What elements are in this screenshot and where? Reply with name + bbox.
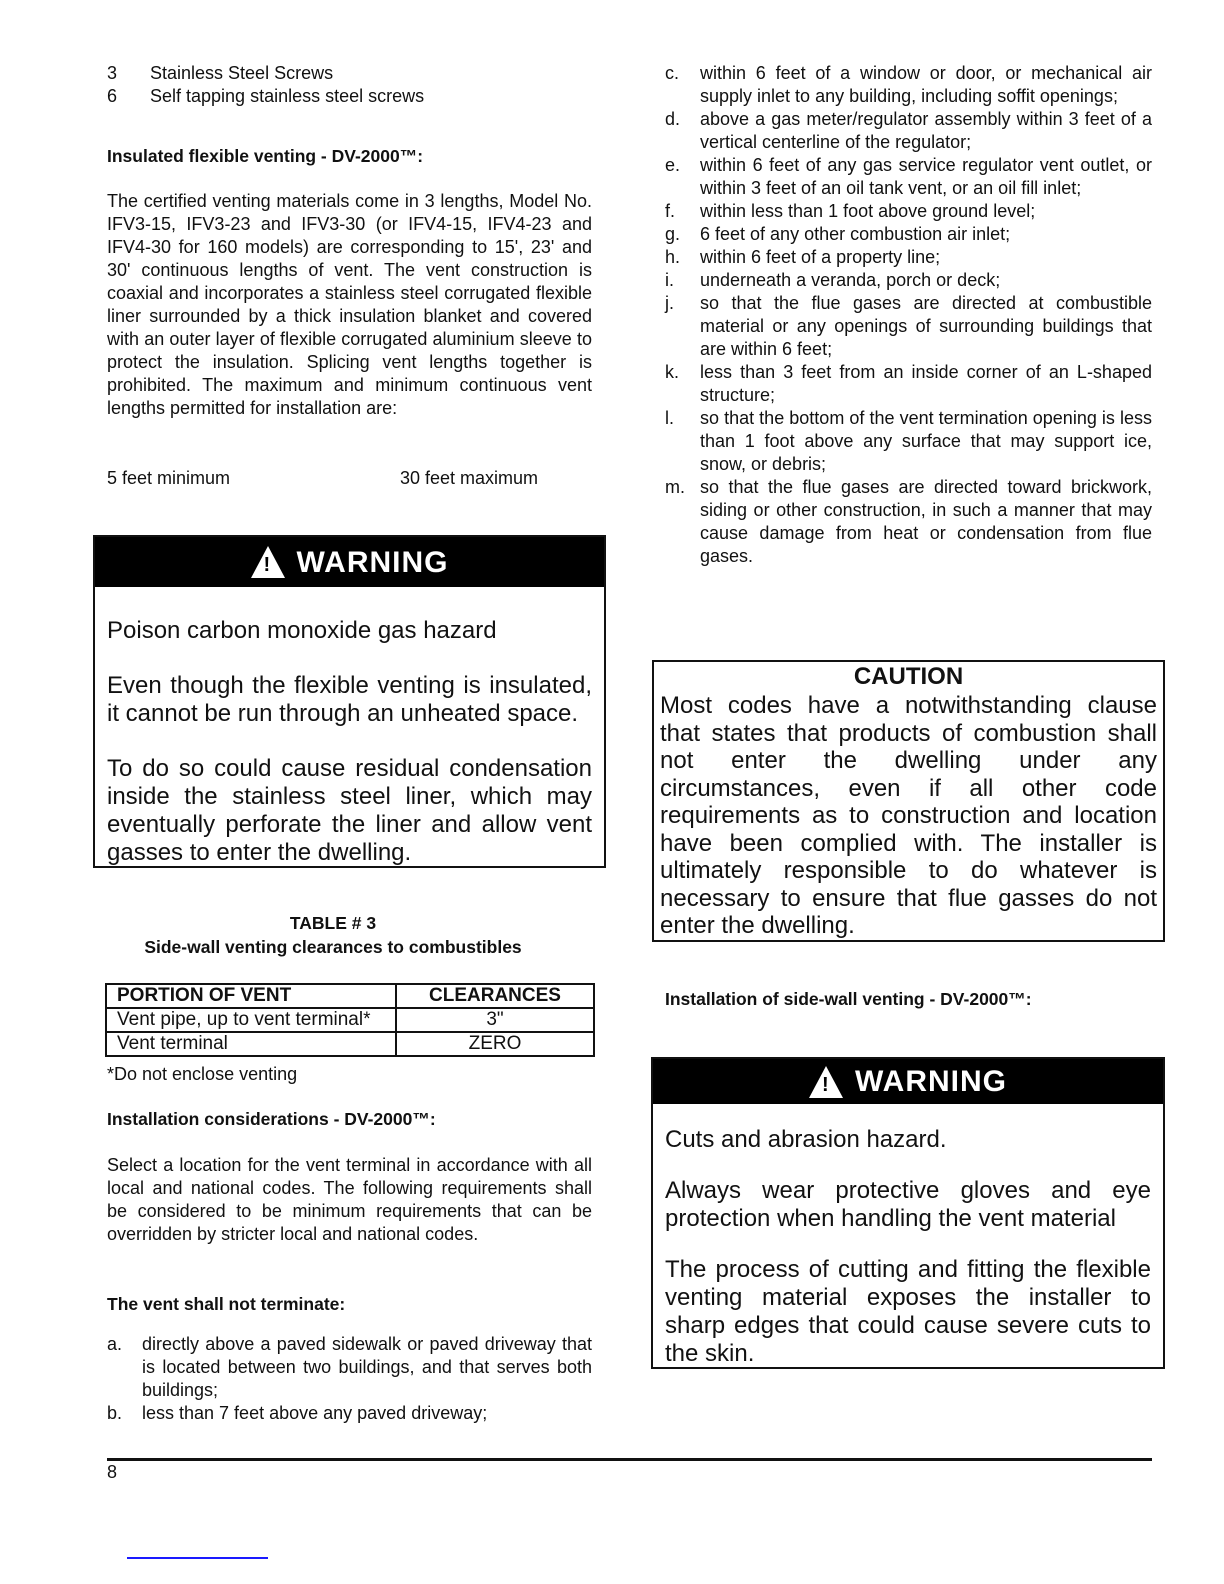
table-title: TABLE # 3 xyxy=(289,913,377,933)
blue-rule xyxy=(127,1557,268,1559)
terminate-subheading: The vent shall not terminate: xyxy=(107,1294,346,1314)
list-item: m. so that the flue gases are directed toward brickwork, siding or other construction, in such a manner that may cause damage from heat or condensation from flue gases. xyxy=(665,477,1152,566)
parts-list xyxy=(107,62,592,108)
list-item: i. underneath a veranda, porch or deck; xyxy=(665,270,1001,290)
table-header-row: PORTION OF VENT CLEARANCES xyxy=(106,984,594,1008)
clearances-table xyxy=(105,983,595,1057)
considerations-paragraph: Select a location for the vent terminal in accordance with all local and national codes. The following requirements shall be considered to be minimum requirements that can be overridden by stricter local and national codes. xyxy=(107,1155,592,1244)
list-item: a. directly above a paved sidewalk or paved driveway that is located between two buildings, and that serves both buildings; xyxy=(107,1334,592,1400)
footer-rule xyxy=(107,1458,1152,1461)
warning-triangle-icon: ! xyxy=(809,1066,843,1098)
list-item: f. within less than 1 foot above ground level; xyxy=(665,201,1036,221)
sidewall-heading: Installation of side-wall venting - DV-2000™: xyxy=(665,989,1032,1009)
warning-header: ! WARNING xyxy=(653,1059,1163,1104)
considerations-heading: Installation considerations - DV-2000™: xyxy=(107,1109,436,1129)
caution-box xyxy=(652,660,1165,942)
page-number: 8 xyxy=(107,1462,118,1482)
parts-item: 6 Self tapping stainless steel screws xyxy=(107,86,425,106)
list-item: c. within 6 feet of a window or door, or mechanical air supply inlet to any building, including soffit openings; xyxy=(665,63,1152,106)
warning-triangle-icon: ! xyxy=(251,546,285,578)
table-row: Vent pipe, up to vent terminal* 3" xyxy=(106,1008,594,1032)
list-item: k. less than 3 feet from an inside corner of an L-shaped structure; xyxy=(665,362,1152,405)
max-length: 30 feet maximum xyxy=(400,468,539,488)
list-item: e. within 6 feet of any gas service regulator vent outlet, or within 3 feet of an oil tank vent, or an oil fill inlet; xyxy=(665,155,1152,198)
min-length: 5 feet minimum xyxy=(107,468,231,488)
warning-box-co xyxy=(93,535,606,868)
list-item: d. above a gas meter/regulator assembly within 3 feet of a vertical centerline of the regulator; xyxy=(665,109,1152,152)
list-item: l. so that the bottom of the vent termination opening is less than 1 foot above any surface that may support ice, snow, or debris; xyxy=(665,408,1152,474)
parts-item: 3 Stainless Steel Screws xyxy=(107,63,334,83)
table-row: Vent terminal ZERO xyxy=(106,1032,594,1056)
warning-body: Cuts and abrasion hazard. Always wear protective gloves and eye protection when handling the vent material The process of cutting and fitting the flexible venting material exposes the installer to sharp edges that could cause severe cuts to the skin. xyxy=(665,1126,1151,1367)
caution-text: Most codes have a notwithstanding clause that states that products of combustion shall not enter the dwelling under any circumstances, even if all other code requirements as to construction and location have been complied with. The installer is ultimately responsible to do whatever is necessary to ensure that flue gasses do not enter the dwelling. xyxy=(660,692,1157,939)
warning-box-cuts xyxy=(651,1057,1165,1369)
warning-body: Poison carbon monoxide gas hazard Even though the flexible venting is insulated, it cannot be run through an unheated space. To do so could cause residual condensation inside the stainless steel liner, which may eventually perforate the liner and allow vent gasses to enter the dwelling. xyxy=(107,617,592,866)
warning-header: ! WARNING xyxy=(95,537,604,587)
terminate-list-left xyxy=(107,1333,592,1425)
list-item: g. 6 feet of any other combustion air inlet; xyxy=(665,224,1011,244)
table-subtitle: Side-wall venting clearances to combustibles xyxy=(144,937,522,957)
caution-title: CAUTION xyxy=(853,663,964,690)
insulated-heading: Insulated flexible venting - DV-2000™: xyxy=(107,146,424,166)
terminate-list-right xyxy=(665,62,1152,568)
list-item: j. so that the flue gases are directed at combustible material or any openings of surrounding buildings that are within 6 feet; xyxy=(665,293,1152,359)
list-item: h. within 6 feet of a property line; xyxy=(665,247,941,267)
insulated-paragraph: The certified venting materials come in 3 lengths, Model No. IFV3-15, IFV3-23 and IFV3-30 (or IFV4-15, IFV4-23 and IFV4-30 for 160 models) are corresponding to 15', 23' and 30' continuous lengths of vent. The vent construction is coaxial and incorporates a stainless steel corrugated flexible liner surrounded by a thick insulation blanket and covered with an outer layer of flexible corrugated aluminium sleeve to protect the insulation. Splicing vent lengths together is prohibited. The maximum and minimum continuous vent lengths permitted for installation are: xyxy=(107,191,592,418)
list-item: b. less than 7 feet above any paved driveway; xyxy=(107,1403,488,1423)
table-note: *Do not enclose venting xyxy=(107,1064,298,1084)
